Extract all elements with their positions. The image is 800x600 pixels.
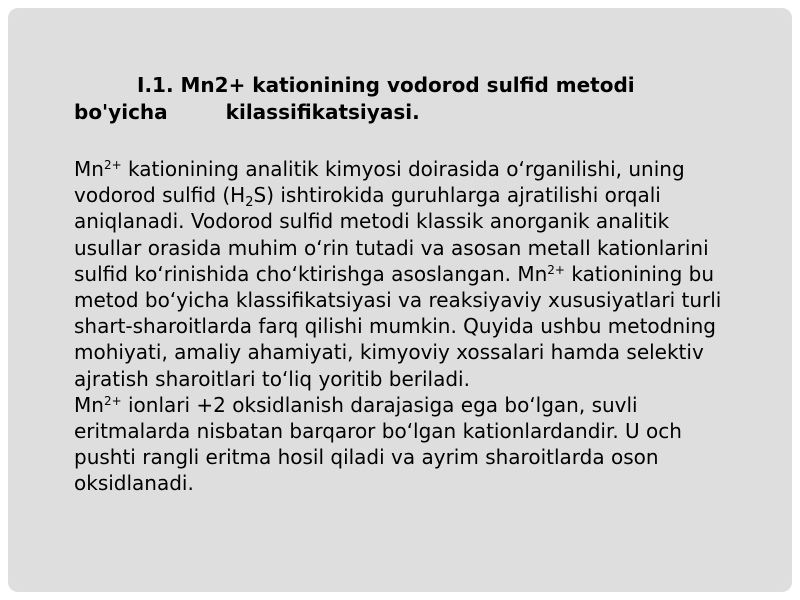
ion-charge: 2+ <box>103 158 122 172</box>
heading-line-1: I.1. Mn2+ kationining vodorod sulfid metodi <box>137 73 635 97</box>
slide-panel <box>8 8 792 592</box>
h2s-subscript: 2 <box>245 195 254 211</box>
paragraph-2 <box>74 392 734 497</box>
ion-symbol: Mn <box>74 157 104 181</box>
heading-line-2-end: kilassifikatsiyasi. <box>225 100 420 124</box>
ion-symbol: Mn <box>74 392 104 417</box>
paragraph-1 <box>74 156 734 392</box>
ion-charge: 2+ <box>103 393 122 408</box>
heading-line-2 <box>74 99 714 126</box>
paragraph-1-text-a: kationining analitik kimyosi doirasida o‘rganilishi, uning vodorod sulfid (H <box>74 157 685 208</box>
body-text <box>74 156 734 497</box>
paragraph-1-text-b: S) ishtirokida guruhlarga ajratilishi orqali aniqlanadi. Vodorod sulfid metodi klassik anorganik analitik usullar orasida muhim o‘rin tutadi va asosan metall kationlarini sulfid ko‘rinishida cho‘ktirishga asoslangan. <box>74 183 709 286</box>
paragraph-2-text: ionlari +2 oksidlanish darajasiga ega bo‘lgan, suvli eritmalarda nisbatan barqaror bo‘lgan kationlardandir. U och pushti rangli eritma hosil qiladi va ayrim sharoitlarda oson oksidlanadi. <box>74 392 682 496</box>
section-heading <box>74 72 714 126</box>
ion-symbol: Mn <box>517 261 548 286</box>
paragraph-1-text-c: kationining bu metod bo‘yicha klassifikatsiyasi va reaksiyaviy xususiyatlari turli shart-sharoitlarda farq qilishi mumkin. Quyida ushbu metodning mohiyati, amaliy ahamiyati, kimyoviy xossalari hamda selektiv ajratish sharoitlari to‘liq yoritib beriladi. <box>74 261 722 391</box>
heading-line-2-start: bo'yicha <box>74 100 168 124</box>
ion-charge: 2+ <box>547 262 565 277</box>
